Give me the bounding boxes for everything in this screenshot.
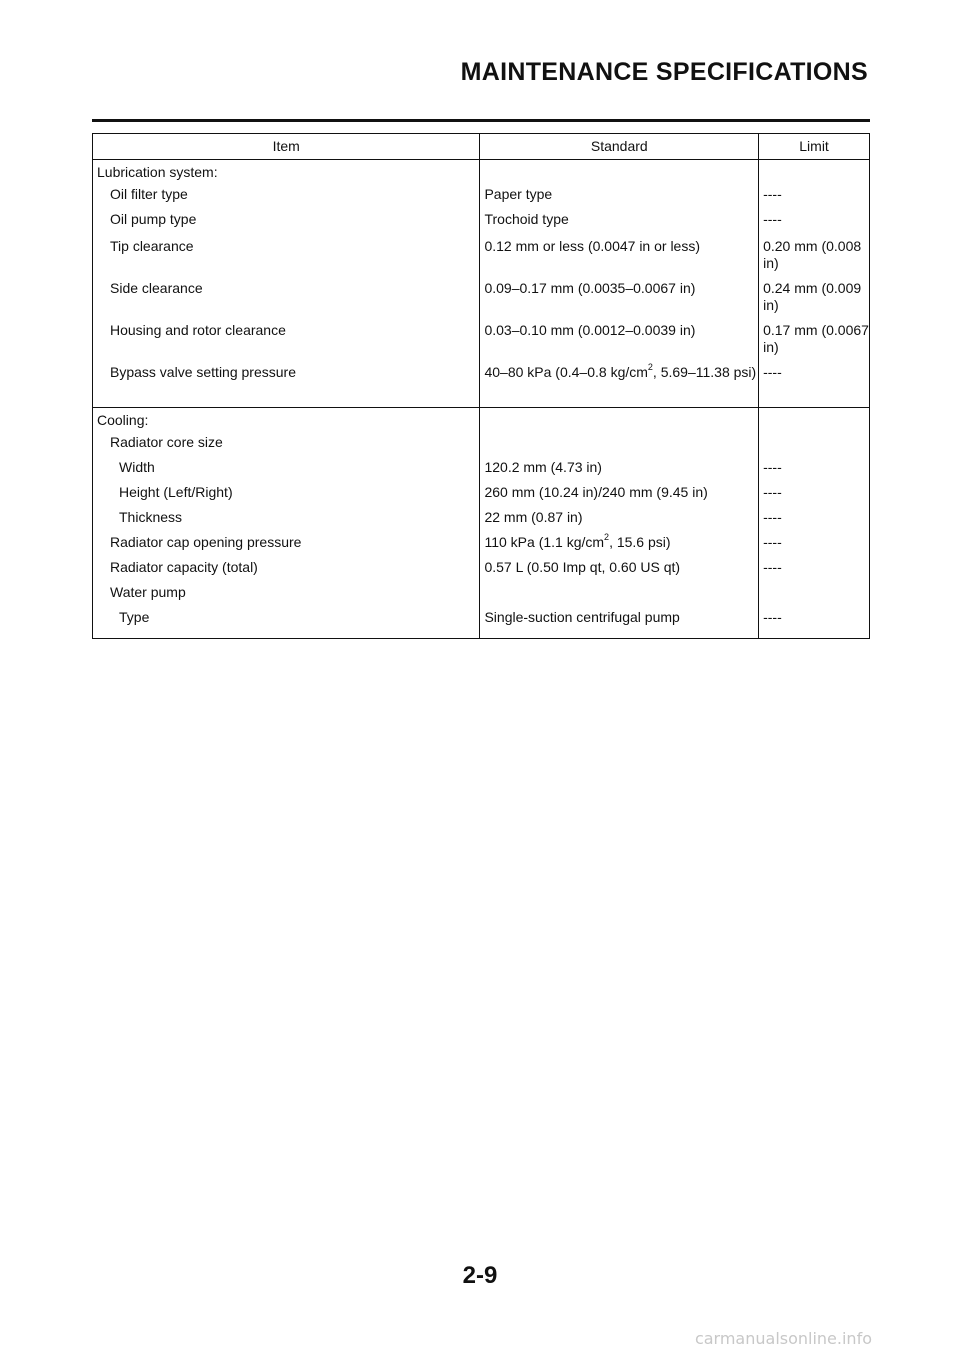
subsection-heading-radiator-core (93, 433, 870, 458)
column-header-item: Item (93, 134, 480, 160)
limit-cell: ---- (759, 210, 870, 235)
item-cell: Oil filter type (93, 185, 480, 210)
table-row (93, 361, 870, 408)
section-label: Lubrication system: (93, 160, 480, 186)
item-cell: Thickness (93, 508, 480, 533)
table-row (93, 558, 870, 583)
table-row (93, 508, 870, 533)
table-row (93, 483, 870, 508)
section-label: Cooling: (93, 408, 480, 434)
table-row (93, 458, 870, 483)
standard-cell: Single-suction centrifugal pump (480, 608, 759, 639)
limit-cell: ---- (759, 533, 870, 558)
standard-cell: 120.2 mm (4.73 in) (480, 458, 759, 483)
table-row (93, 235, 870, 277)
title-divider (92, 119, 870, 122)
standard-cell: 0.03–0.10 mm (0.0012–0.0039 in) (480, 319, 759, 361)
limit-cell: ---- (759, 508, 870, 533)
standard-cell: 110 kPa (1.1 $kg/cm^2$, 15.6 psi) (480, 533, 759, 558)
table-row (93, 533, 870, 558)
standard-cell: 0.12 mm or less (0.0047 in or less) (480, 235, 759, 277)
item-cell: Bypass valve setting pressure (93, 361, 480, 408)
table-row (93, 319, 870, 361)
specifications-table (92, 133, 870, 639)
subsection-heading-water-pump (93, 583, 870, 608)
limit-cell: 0.24 mm (0.009 in) (759, 277, 870, 319)
page-number: 2-9 (462, 1262, 498, 1289)
watermark: carmanualsonline.info (694, 1329, 872, 1348)
standard-cell: 0.09–0.17 mm (0.0035–0.0067 in) (480, 277, 759, 319)
item-cell: Side clearance (93, 277, 480, 319)
item-cell: Radiator core size (93, 433, 480, 458)
limit-cell: 0.20 mm (0.008 in) (759, 235, 870, 277)
column-header-standard: Standard (480, 134, 759, 160)
item-cell: Radiator cap opening pressure (93, 533, 480, 558)
standard-cell: 22 mm (0.87 in) (480, 508, 759, 533)
item-cell: Housing and rotor clearance (93, 319, 480, 361)
item-cell: Type (93, 608, 480, 639)
limit-cell: ---- (759, 483, 870, 508)
limit-cell: 0.17 mm (0.0067 in) (759, 319, 870, 361)
item-cell: Radiator capacity (total) (93, 558, 480, 583)
table-row (93, 608, 870, 639)
limit-cell: ---- (759, 361, 870, 408)
column-header-limit: Limit (759, 134, 870, 160)
item-cell: Tip clearance (93, 235, 480, 277)
table-row (93, 185, 870, 210)
standard-cell: 0.57 L (0.50 Imp qt, 0.60 US qt) (480, 558, 759, 583)
section-heading-cooling (93, 408, 870, 434)
standard-cell: 260 mm (10.24 in)/240 mm (9.45 in) (480, 483, 759, 508)
standard-cell: Trochoid type (480, 210, 759, 235)
table-row (93, 210, 870, 235)
item-cell: Oil pump type (93, 210, 480, 235)
page-title: MAINTENANCE SPECIFICATIONS (460, 58, 868, 86)
table-row (93, 277, 870, 319)
standard-cell: Paper type (480, 185, 759, 210)
standard-cell: 40–80 kPa (0.4–0.8 $kg/cm^2$, 5.69–11.38 psi) (480, 361, 759, 408)
section-heading-lubrication (93, 160, 870, 186)
limit-cell: ---- (759, 558, 870, 583)
limit-cell: ---- (759, 608, 870, 639)
limit-cell: ---- (759, 185, 870, 210)
table-header-row (93, 134, 870, 160)
item-cell: Height (Left/Right) (93, 483, 480, 508)
item-cell: Water pump (93, 583, 480, 608)
item-cell: Width (93, 458, 480, 483)
limit-cell: ---- (759, 458, 870, 483)
